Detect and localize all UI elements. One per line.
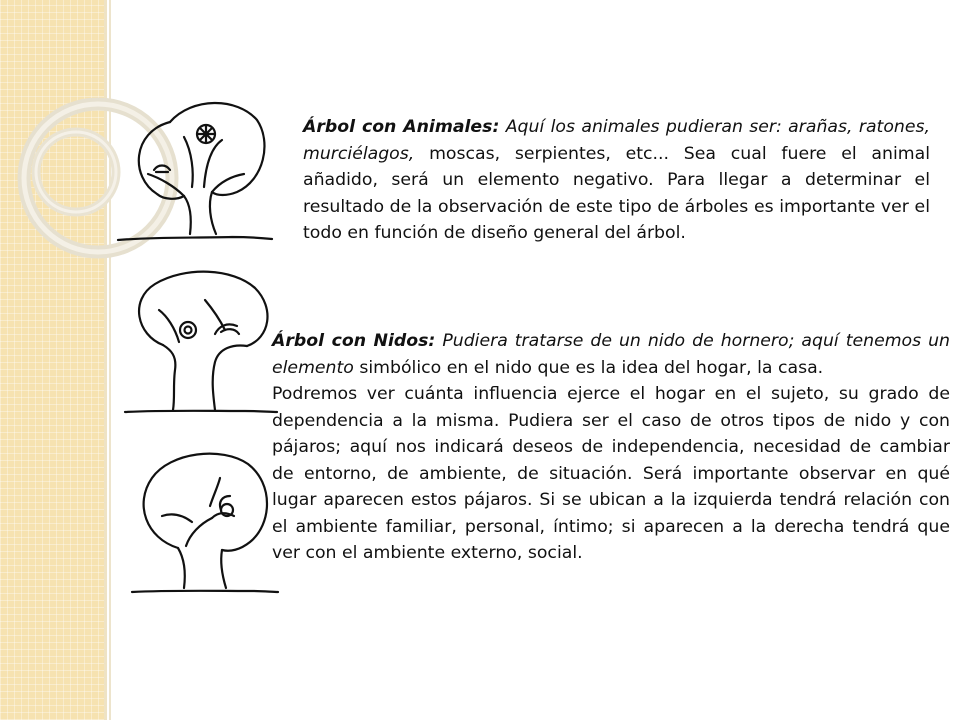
section-animals-paragraph [303,114,930,247]
section-nests-paragraph [272,328,950,567]
section-nests-title: Árbol con Nidos: [272,331,436,351]
section-nests-body2: Podremos ver cuánta influencia ejerce el hogar en el sujeto, su grado de dependencia a la misma. Pudiera ser el caso de otros tipos de nido y con pájaros; aquí nos indicará deseos de independencia, necesidad de cambiar de entorno, de ambiente, de situación. Será importante observar en qué lugar aparecen estos pájaros. Si se ubican a la izquierda tendrá relación con el ambiente familiar, personal, íntimo; si aparecen a la derecha tendrá que ver con el ambiente externo, social. [272,384,950,563]
section-nests-italic: Pudiera tratarse de un nido de hornero; aquí tenemos un elemento [272,331,950,378]
section-animals-body: moscas, serpientes, etc... Sea cual fuere el animal añadido, será un elemento negativo. Para llegar a determinar el resultado de la observación de este tipo de árboles es importante ver el todo en función de diseño general del árbol. [303,143,931,243]
tree-with-bird-drawing [122,450,282,600]
tree-with-spider-drawing [112,92,277,247]
section-nests-body: simbólico en el nido que es la idea del hogar, la casa. [359,357,824,378]
section-animals-italic: Aquí los animales pudieran ser: arañas, ratones, murciélagos, [303,117,930,164]
tree-with-nest-drawing [115,270,280,420]
section-animals-title: Árbol con Animales: [303,117,500,137]
